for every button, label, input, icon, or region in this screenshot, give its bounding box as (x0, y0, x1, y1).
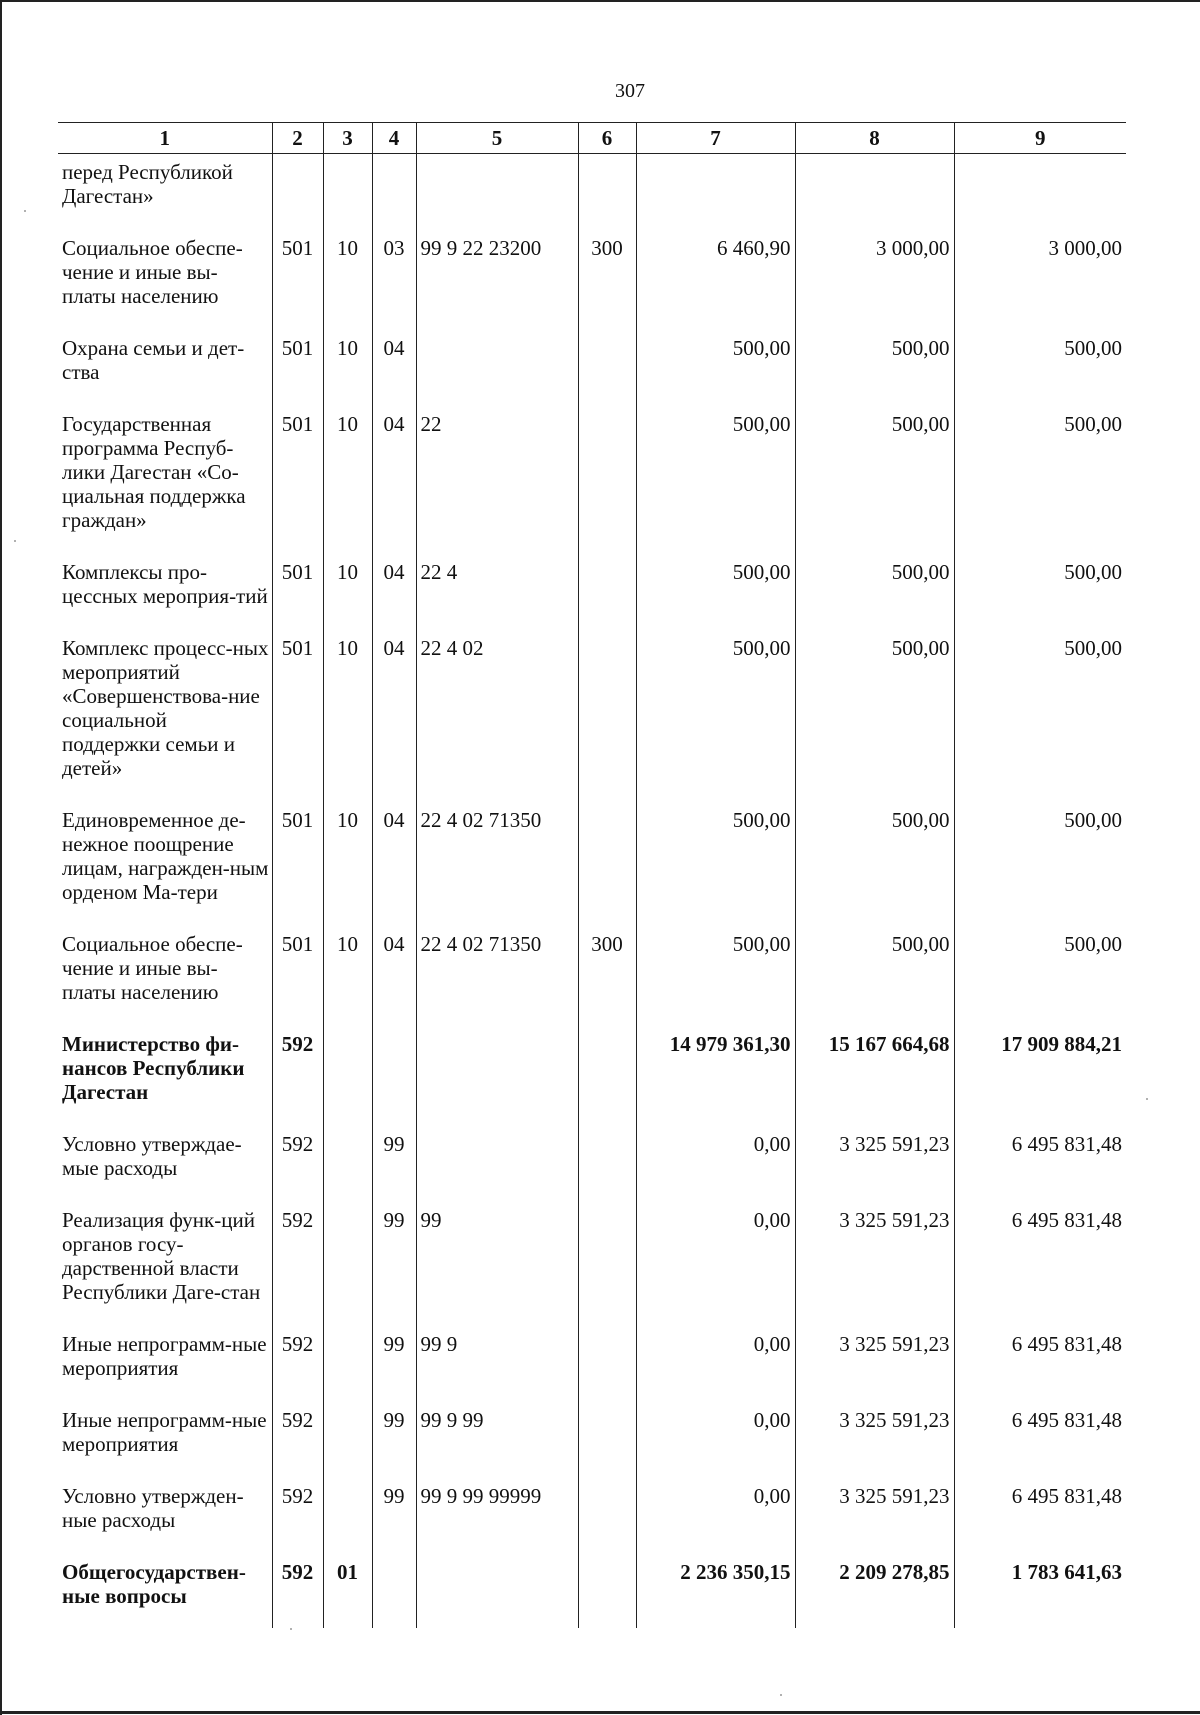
cell-target-article: 99 9 (416, 1324, 578, 1400)
cell-target-article: 22 4 (416, 552, 578, 628)
cell-amount-col7: 0,00 (636, 1124, 795, 1200)
cell-amount-col8: 500,00 (795, 328, 954, 404)
cell-amount-col7: 500,00 (636, 924, 795, 1024)
cell-subsection: 99 (372, 1476, 416, 1552)
cell-expense-type: 300 (578, 924, 636, 1024)
col-header: 9 (954, 123, 1126, 154)
cell-name: Комплексы про-цессных мероприя-тий (62, 560, 268, 608)
cell-name: Государственная программа Респуб-лики Дагестан «Со-циальная поддержка граждан» (62, 412, 246, 532)
cell-amount-col9 (954, 154, 1126, 229)
table-row (58, 1476, 1126, 1552)
col-header: 6 (578, 123, 636, 154)
cell-amount-col7: 0,00 (636, 1400, 795, 1476)
cell-subsection (372, 1552, 416, 1628)
cell-section: 10 (323, 404, 372, 552)
cell-expense-type (578, 1024, 636, 1124)
scan-speck (780, 1694, 782, 1696)
cell-amount-col9: 6 495 831,48 (954, 1124, 1126, 1200)
cell-name: Общегосударствен-ные вопросы (62, 1560, 246, 1608)
cell-target-article: 99 9 22 23200 (416, 228, 578, 328)
cell-amount-col7: 500,00 (636, 552, 795, 628)
cell-section (323, 154, 372, 229)
cell-admin-code: 501 (272, 328, 323, 404)
table-row (58, 1124, 1126, 1200)
cell-admin-code: 592 (272, 1324, 323, 1400)
cell-amount-col7: 500,00 (636, 628, 795, 800)
cell-section (323, 1024, 372, 1124)
cell-amount-col7: 500,00 (636, 328, 795, 404)
col-header: 1 (58, 123, 272, 154)
cell-subsection: 04 (372, 800, 416, 924)
cell-target-article (416, 1024, 578, 1124)
cell-name: Социальное обеспе-чение и иные вы-платы населению (62, 236, 243, 308)
cell-subsection: 99 (372, 1400, 416, 1476)
cell-section: 10 (323, 924, 372, 1024)
cell-admin-code: 501 (272, 552, 323, 628)
cell-section: 10 (323, 552, 372, 628)
cell-subsection: 04 (372, 404, 416, 552)
cell-expense-type (578, 1200, 636, 1324)
cell-subsection: 04 (372, 628, 416, 800)
cell-amount-col7: 2 236 350,15 (636, 1552, 795, 1628)
page-border-left (0, 0, 2, 1715)
cell-amount-col8 (795, 154, 954, 229)
cell-admin-code: 501 (272, 800, 323, 924)
cell-admin-code: 592 (272, 1200, 323, 1324)
cell-amount-col7: 0,00 (636, 1476, 795, 1552)
cell-admin-code: 592 (272, 1400, 323, 1476)
col-header: 2 (272, 123, 323, 154)
cell-admin-code: 592 (272, 1024, 323, 1124)
table-header-row (58, 123, 1126, 154)
table-row (58, 1400, 1126, 1476)
cell-amount-col8: 3 325 591,23 (795, 1124, 954, 1200)
cell-amount-col9: 500,00 (954, 628, 1126, 800)
cell-name: Иные непрограмм-ные мероприятия (62, 1332, 267, 1380)
cell-target-article: 22 4 02 71350 (416, 800, 578, 924)
table-row (58, 404, 1126, 552)
cell-amount-col8: 15 167 664,68 (795, 1024, 954, 1124)
cell-expense-type (578, 1476, 636, 1552)
table-row (58, 1552, 1126, 1628)
cell-target-article: 99 (416, 1200, 578, 1324)
cell-amount-col9: 500,00 (954, 800, 1126, 924)
cell-amount-col8: 2 209 278,85 (795, 1552, 954, 1628)
cell-amount-col8: 500,00 (795, 800, 954, 924)
cell-amount-col8: 500,00 (795, 924, 954, 1024)
cell-amount-col9: 6 495 831,48 (954, 1324, 1126, 1400)
table-row (58, 628, 1126, 800)
cell-amount-col9: 500,00 (954, 924, 1126, 1024)
cell-target-article (416, 1124, 578, 1200)
cell-name: Иные непрограмм-ные мероприятия (62, 1408, 267, 1456)
table-row (58, 328, 1126, 404)
cell-target-article: 22 4 02 71350 (416, 924, 578, 1024)
cell-subsection (372, 1024, 416, 1124)
cell-admin-code: 592 (272, 1552, 323, 1628)
col-header: 4 (372, 123, 416, 154)
cell-name: Министерство фи-нансов Республики Дагестан (62, 1032, 245, 1104)
cell-subsection: 03 (372, 228, 416, 328)
cell-amount-col9: 3 000,00 (954, 228, 1126, 328)
cell-amount-col7: 6 460,90 (636, 228, 795, 328)
cell-expense-type: 300 (578, 228, 636, 328)
cell-expense-type (578, 154, 636, 229)
cell-section (323, 1324, 372, 1400)
cell-target-article: 99 9 99 99999 (416, 1476, 578, 1552)
cell-admin-code: 501 (272, 404, 323, 552)
cell-expense-type (578, 628, 636, 800)
cell-amount-col9: 6 495 831,48 (954, 1200, 1126, 1324)
page-border-bottom (0, 1711, 1200, 1714)
cell-expense-type (578, 1552, 636, 1628)
cell-amount-col7 (636, 154, 795, 229)
cell-amount-col8: 500,00 (795, 552, 954, 628)
cell-name: Социальное обеспе-чение и иные вы-платы населению (62, 932, 243, 1004)
cell-name: Условно утвержден-ные расходы (62, 1484, 244, 1532)
cell-admin-code: 592 (272, 1124, 323, 1200)
cell-target-article: 22 (416, 404, 578, 552)
scan-speck (14, 540, 16, 542)
table-row (58, 552, 1126, 628)
cell-amount-col8: 3 325 591,23 (795, 1324, 954, 1400)
cell-section (323, 1124, 372, 1200)
cell-amount-col7: 500,00 (636, 800, 795, 924)
col-header: 3 (323, 123, 372, 154)
budget-table (58, 122, 1126, 1628)
cell-amount-col9: 500,00 (954, 404, 1126, 552)
cell-section (323, 1200, 372, 1324)
cell-amount-col8: 3 000,00 (795, 228, 954, 328)
cell-subsection: 99 (372, 1200, 416, 1324)
cell-section: 10 (323, 328, 372, 404)
cell-amount-col8: 500,00 (795, 628, 954, 800)
cell-target-article (416, 328, 578, 404)
cell-expense-type (578, 552, 636, 628)
cell-subsection (372, 154, 416, 229)
cell-admin-code: 501 (272, 924, 323, 1024)
col-header: 5 (416, 123, 578, 154)
table-row (58, 1024, 1126, 1124)
cell-target-article: 22 4 02 (416, 628, 578, 800)
page-border-top (0, 0, 1200, 2)
cell-subsection: 99 (372, 1124, 416, 1200)
cell-admin-code: 592 (272, 1476, 323, 1552)
cell-expense-type (578, 800, 636, 924)
cell-subsection: 99 (372, 1324, 416, 1400)
cell-amount-col9: 500,00 (954, 328, 1126, 404)
table-body (58, 154, 1126, 1629)
cell-section: 10 (323, 628, 372, 800)
cell-amount-col7: 0,00 (636, 1324, 795, 1400)
table-row (58, 154, 1126, 229)
cell-section (323, 1476, 372, 1552)
cell-admin-code: 501 (272, 628, 323, 800)
cell-section: 01 (323, 1552, 372, 1628)
table-row (58, 228, 1126, 328)
cell-amount-col8: 3 325 591,23 (795, 1200, 954, 1324)
scan-speck (290, 1628, 292, 1630)
cell-target-article (416, 154, 578, 229)
cell-amount-col9: 1 783 641,63 (954, 1552, 1126, 1628)
cell-subsection: 04 (372, 552, 416, 628)
cell-name: Реализация функ-ций органов госу-дарственной власти Республики Даге-стан (62, 1208, 261, 1304)
cell-amount-col9: 6 495 831,48 (954, 1400, 1126, 1476)
cell-name: Комплекс процесс-ных мероприятий «Совершенствова-ние социальной поддержки семьи и детей» (62, 636, 269, 780)
col-header: 7 (636, 123, 795, 154)
col-header: 8 (795, 123, 954, 154)
cell-admin-code: 501 (272, 228, 323, 328)
cell-name: Единовременное де-нежное поощрение лицам, награжден-ным орденом Ма-тери (62, 808, 269, 904)
table-row (58, 1324, 1126, 1400)
cell-amount-col8: 3 325 591,23 (795, 1400, 954, 1476)
table-row (58, 800, 1126, 924)
cell-name: перед Республикой Дагестан» (62, 160, 233, 208)
cell-expense-type (578, 1400, 636, 1476)
cell-expense-type (578, 1124, 636, 1200)
table-row (58, 924, 1126, 1024)
cell-expense-type (578, 328, 636, 404)
cell-name: Условно утверждае-мые расходы (62, 1132, 242, 1180)
cell-admin-code (272, 154, 323, 229)
cell-amount-col7: 14 979 361,30 (636, 1024, 795, 1124)
cell-amount-col8: 500,00 (795, 404, 954, 552)
cell-expense-type (578, 1324, 636, 1400)
cell-amount-col8: 3 325 591,23 (795, 1476, 954, 1552)
cell-section (323, 1400, 372, 1476)
table-row (58, 1200, 1126, 1324)
cell-subsection: 04 (372, 924, 416, 1024)
cell-target-article: 99 9 99 (416, 1400, 578, 1476)
cell-name: Охрана семьи и дет-ства (62, 336, 245, 384)
cell-subsection: 04 (372, 328, 416, 404)
cell-expense-type (578, 404, 636, 552)
cell-amount-col9: 17 909 884,21 (954, 1024, 1126, 1124)
page-number: 307 (615, 80, 645, 102)
cell-section: 10 (323, 800, 372, 924)
cell-section: 10 (323, 228, 372, 328)
cell-target-article (416, 1552, 578, 1628)
cell-amount-col7: 0,00 (636, 1200, 795, 1324)
scan-speck (24, 210, 26, 212)
cell-amount-col9: 500,00 (954, 552, 1126, 628)
scan-speck (1146, 1098, 1148, 1100)
cell-amount-col7: 500,00 (636, 404, 795, 552)
cell-amount-col9: 6 495 831,48 (954, 1476, 1126, 1552)
